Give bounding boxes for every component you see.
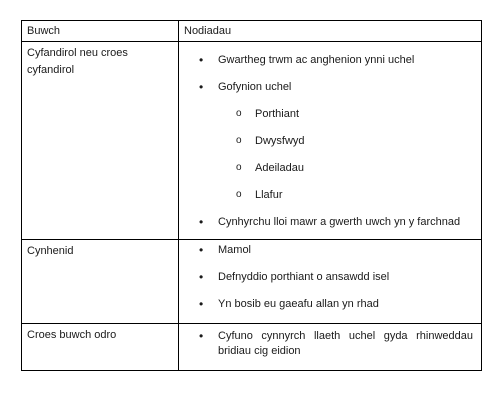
notes-cell (179, 240, 482, 324)
notes-cell (179, 324, 482, 371)
cattle-notes-table (21, 20, 482, 371)
header-breed-label: Buwch (27, 25, 61, 37)
table-row (22, 324, 482, 371)
notes-cell (179, 42, 482, 240)
sub-list-item: o Porthiant (179, 107, 481, 122)
sub-list-item: o Adeiladau (179, 161, 481, 176)
table-row (22, 240, 482, 324)
list-item: • Yn bosib eu gaeafu allan yn rhad (179, 297, 481, 312)
header-row (22, 21, 482, 42)
list-item: • Defnyddio porthiant o ansawdd isel (179, 270, 481, 285)
breed-cell: Cyfandirol neu croes cyfandirol (22, 42, 179, 240)
list-item: • Mamol (179, 243, 481, 258)
sub-list (179, 107, 481, 203)
sub-list-item: o Llafur (179, 188, 481, 203)
sub-list-item: o Dwysfwyd (179, 134, 481, 149)
header-notes-label: Nodiadau (184, 25, 232, 37)
list-item (179, 80, 481, 203)
list-item: • Cyfuno cynnyrch llaeth uchel gyda rhinweddau bridiau cig eidion (179, 329, 481, 359)
breed-cell: Cynhenid (22, 240, 179, 324)
notes-list (179, 324, 481, 359)
notes-list (179, 42, 481, 230)
list-item: • Cynhyrchu lloi mawr a gwerth uwch yn y farchnad (179, 215, 481, 230)
header-cell-breed (22, 21, 179, 42)
header-cell-notes (179, 21, 482, 42)
list-item-label: Gofynion uchel (218, 81, 292, 93)
breed-cell: Croes buwch odro (22, 324, 179, 371)
table-row (22, 42, 482, 240)
notes-list (179, 240, 481, 312)
list-item: • Gwartheg trwm ac anghenion ynni uchel (179, 53, 481, 68)
